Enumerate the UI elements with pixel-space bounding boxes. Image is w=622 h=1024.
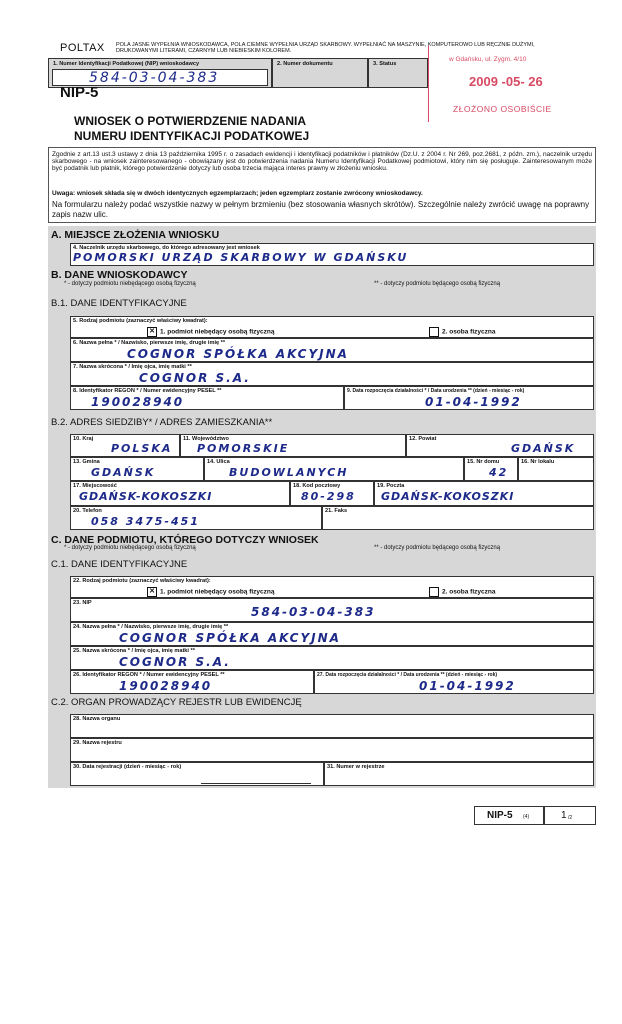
section-c1-title: C.1. DANE IDENTYFIKACYJNE <box>51 559 188 570</box>
full-name-value: COGNOR SPÓŁKA AKCYJNA <box>127 347 349 361</box>
house-number-field[interactable] <box>464 457 518 481</box>
stamp-office: w Gdańsku, ul. Zygm. 4/10 <box>449 56 527 63</box>
footer-page-total: /2 <box>568 815 573 821</box>
registry-number-label: 31. Numer w rejestrze <box>327 764 385 770</box>
form-code: NIP-5 <box>60 84 99 101</box>
section-b1-title: B.1. DANE IDENTYFIKACYJNE <box>51 298 187 309</box>
section-a <box>48 226 596 268</box>
document-number-label: 2. Numer dokumentu <box>277 61 333 67</box>
voivodeship-value: POMORSKIE <box>197 442 290 455</box>
house-number-value: 42 <box>489 466 509 479</box>
voivodeship-label: 11. Województwo <box>183 436 229 442</box>
short-name-value: COGNOR S.A. <box>139 371 251 385</box>
receipt-stamp <box>428 46 585 122</box>
subject-full-name-label: 24. Nazwa pełna * / Nazwisko, pierwsze imię, drugie imię ** <box>73 624 229 630</box>
section-b2-title: B.2. ADRES SIEDZIBY* / ADRES ZAMIESZKANIA** <box>51 417 273 428</box>
section-c2-title: C.2. ORGAN PROWADZĄCY REJESTR LUB EWIDENCJĘ <box>51 697 302 708</box>
section-c2 <box>48 694 596 788</box>
county-label: 12. Powiat <box>409 436 437 442</box>
checkbox-checked-icon[interactable]: ✕ <box>147 587 157 597</box>
entity-type-option-1-label: 1. podmiot niebędący osobą fizyczną <box>160 328 275 336</box>
locality-field[interactable] <box>70 481 290 506</box>
footer-page-box <box>544 806 596 825</box>
status-label: 3. Status <box>373 61 397 67</box>
phone-field[interactable] <box>70 506 322 530</box>
locality-value: GDAŃSK-KOKOSZKI <box>79 490 213 503</box>
legal-text: Zgodnie z art.13 ust.3 ustawy z dnia 13 października 1995 r. o zasadach ewidencji i identyfikacji podatników i płatników (Dz.U. z 2004 r. Nr 269, poz.2681, z późn. zm.), naczelnik urzędu skarbowego - na wniosek zainteresowanego - obowiązany jest do potwierdzenia nadania Numeru Identyfikacji Podatkowej podmiotowi, który nim się posługuje. Zainteresowanym może być podatnik lub płatnik, którego potwierdzenie dotyczy lub osoba trzecia mająca interes prawny w złożeniu wniosku. <box>52 151 592 172</box>
subject-short-name-value: COGNOR S.A. <box>119 655 231 669</box>
entity-type-field <box>70 316 594 338</box>
fax-label: 21. Faks <box>325 508 348 514</box>
phone-value: 058 3475-451 <box>91 515 200 528</box>
country-field[interactable] <box>70 434 180 457</box>
intro-box <box>48 147 596 223</box>
start-date-label: 9. Data rozpoczęcia działalności * / Data urodzenia ** (dzień - miesiąc - rok) <box>347 388 525 394</box>
tax-office-field[interactable] <box>70 243 594 266</box>
section-c-note-left: * - dotyczy podmiotu niebędącego osobą fizyczną <box>64 545 196 551</box>
registration-date-field[interactable] <box>70 762 324 786</box>
postal-code-field[interactable] <box>290 481 374 506</box>
full-name-label: 6. Nazwa pełna * / Nazwisko, pierwsze imię, drugie imię ** <box>73 340 226 346</box>
street-value: BUDOWLANYCH <box>229 466 349 479</box>
post-office-value: GDAŃSK-KOKOSZKI <box>381 490 515 503</box>
subject-nip-value: 584-03-04-383 <box>251 605 376 619</box>
checkbox-checked-icon[interactable]: ✕ <box>147 327 157 337</box>
county-value: GDAŃSK <box>511 442 576 455</box>
apartment-number-field[interactable] <box>518 457 594 481</box>
subject-regon-label: 26. Identyfikator REGON * / Numer ewidencyjny PESEL ** <box>73 672 225 678</box>
fill-instructions: POLA JASNE WYPEŁNIA WNIOSKODAWCA, POLA CIEMNE WYPEŁNIA URZĄD SKARBOWY. WYPEŁNIAĆ NA MASZYNIE, KOMPUTEROWO LUB RĘCZNIE DUŻYMI, DRUKOWANYMI LITERAMI, CZARNYM LUB NIEBIESKIM KOLOREM. <box>116 42 535 54</box>
fax-field[interactable] <box>322 506 594 530</box>
entity-type-option-2[interactable] <box>429 327 495 337</box>
warning-text: Uwaga: wniosek składa się w dwóch identycznych egzemplarzach; jeden egzemplarz zostanie zwrócony wnioskodawcy. <box>52 190 423 197</box>
checkbox-empty-icon[interactable] <box>429 587 439 597</box>
document-number-box <box>272 58 368 88</box>
subject-short-name-field[interactable] <box>70 646 594 670</box>
form-title-line1: WNIOSEK O POTWIERDZENIE NADANIA <box>74 114 307 128</box>
full-name-field[interactable] <box>70 338 594 362</box>
country-label: 10. Kraj <box>73 436 94 442</box>
entity-type-option-2-label: 2. osoba fizyczna <box>442 328 496 336</box>
locality-label: 17. Miejscowość <box>73 483 117 489</box>
nip-field-label: 1. Numer Identyfikacji Podatkowej (NIP) wnioskodawcy <box>53 61 200 67</box>
registry-number-field[interactable] <box>324 762 594 786</box>
section-b-header <box>48 268 596 294</box>
tax-office-value: POMORSKI URZĄD SKARBOWY W GDAŃSKU <box>73 251 409 264</box>
subject-nip-label: 23. NIP <box>73 600 92 606</box>
street-field[interactable] <box>204 457 464 481</box>
regon-field[interactable] <box>70 386 344 410</box>
start-date-field[interactable] <box>344 386 594 410</box>
tax-office-label: 4. Naczelnik urzędu skarbowego, do którego adresowany jest wniosek <box>73 245 260 251</box>
subject-full-name-value: COGNOR SPÓŁKA AKCYJNA <box>119 631 341 645</box>
section-b-note-right: ** - dotyczy podmiotu będącego osobą fizyczną <box>374 281 501 287</box>
country-value: POLSKA <box>111 442 173 455</box>
section-b-title: B. DANE WNIOSKODAWCY <box>51 269 188 281</box>
subject-start-date-value: 01-04-1992 <box>419 679 516 693</box>
registration-date-ticks <box>201 779 311 784</box>
subject-short-name-label: 25. Nazwa skrócona * / Imię ojca, imię matki ** <box>73 648 195 654</box>
section-b-note-left: * - dotyczy podmiotu niebędącego osobą fizyczną <box>64 281 196 287</box>
short-name-field[interactable] <box>70 362 594 386</box>
subject-full-name-field[interactable] <box>70 622 594 646</box>
postal-code-label: 18. Kod pocztowy <box>293 483 341 489</box>
section-c-title: C. DANE PODMIOTU, KTÓREGO DOTYCZY WNIOSEK <box>51 534 319 546</box>
nip-field-value: 584-03-04-383 <box>89 70 220 86</box>
footer-form-code-box <box>474 806 544 825</box>
section-b1 <box>48 294 596 414</box>
section-c-header <box>48 534 596 556</box>
registry-authority-label: 28. Nazwa organu <box>73 716 121 722</box>
registry-name-field[interactable] <box>70 738 594 762</box>
section-c1 <box>48 556 596 694</box>
poltax-brand: POLTAX <box>60 42 105 54</box>
stamp-received: ZŁOŻONO OSOBIŚCIE <box>453 104 552 114</box>
subject-entity-type-option-2-label: 2. osoba fizyczna <box>442 588 496 596</box>
regon-value: 190028940 <box>91 395 185 409</box>
voivodeship-field[interactable] <box>180 434 406 457</box>
status-box <box>368 58 428 88</box>
municipality-label: 13. Gmina <box>73 459 100 465</box>
street-label: 14. Ulica <box>207 459 230 465</box>
regon-label: 8. Identyfikator REGON * / Numer ewidencyjny PESEL ** <box>73 388 222 394</box>
entity-type-option-1[interactable] <box>147 327 275 337</box>
footer-form-code: NIP-5 <box>487 810 513 821</box>
start-date-value: 01-04-1992 <box>425 395 522 409</box>
subject-nip-field[interactable] <box>70 598 594 622</box>
subject-regon-field[interactable] <box>70 670 314 694</box>
short-name-label: 7. Nazwa skrócona * / Imię ojca, imię matki ** <box>73 364 192 370</box>
footer-page-number: 1 <box>561 810 567 821</box>
stamp-date: 2009 -05- 26 <box>469 74 543 89</box>
registry-name-label: 29. Nazwa rejestru <box>73 740 122 746</box>
section-b2 <box>48 414 596 534</box>
registration-date-label: 30. Data rejestracji (dzień - miesiąc - rok) <box>73 764 182 770</box>
subject-entity-type-label: 22. Rodzaj podmiotu (zaznaczyć właściwy kwadrat): <box>73 578 211 584</box>
house-number-label: 15. Nr domu <box>467 459 500 465</box>
subject-entity-type-option-2[interactable] <box>429 587 495 597</box>
postal-code-value: 80-298 <box>301 490 356 503</box>
subject-entity-type-option-1-label: 1. podmiot niebędący osobą fizyczną <box>160 588 275 596</box>
section-a-title: A. MIEJSCE ZŁOŻENIA WNIOSKU <box>51 229 220 241</box>
post-office-label: 19. Poczta <box>377 483 405 489</box>
fill-note-text: Na formularzu należy podać wszystkie nazwy w pełnym brzmieniu (bez stosowania własnych skrótów). Szczególnie należy zwrócić uwagę na poprawny zapis nazw ulic. <box>52 200 590 219</box>
footer-form-version: (4) <box>523 814 530 820</box>
municipality-field[interactable] <box>70 457 204 481</box>
form-title-line2: NUMERU IDENTYFIKACJI PODATKOWEJ <box>74 129 310 143</box>
checkbox-empty-icon[interactable] <box>429 327 439 337</box>
section-c-note-right: ** - dotyczy podmiotu będącego osobą fizyczną <box>374 545 501 551</box>
subject-entity-type-option-1[interactable] <box>147 587 275 597</box>
registry-authority-field[interactable] <box>70 714 594 738</box>
phone-label: 20. Telefon <box>73 508 102 514</box>
subject-entity-type-field <box>70 576 594 598</box>
subject-regon-value: 190028940 <box>119 679 213 693</box>
county-field[interactable] <box>406 434 594 457</box>
subject-start-date-label: 27. Data rozpoczęcia działalności * / Data urodzenia ** (dzień - miesiąc - rok) <box>317 672 498 678</box>
municipality-value: GDAŃSK <box>91 466 156 479</box>
entity-type-label: 5. Rodzaj podmiotu (zaznaczyć właściwy kwadrat): <box>73 318 208 324</box>
post-office-field[interactable] <box>374 481 594 506</box>
subject-start-date-field[interactable] <box>314 670 594 694</box>
apartment-number-label: 16. Nr lokalu <box>521 459 555 465</box>
